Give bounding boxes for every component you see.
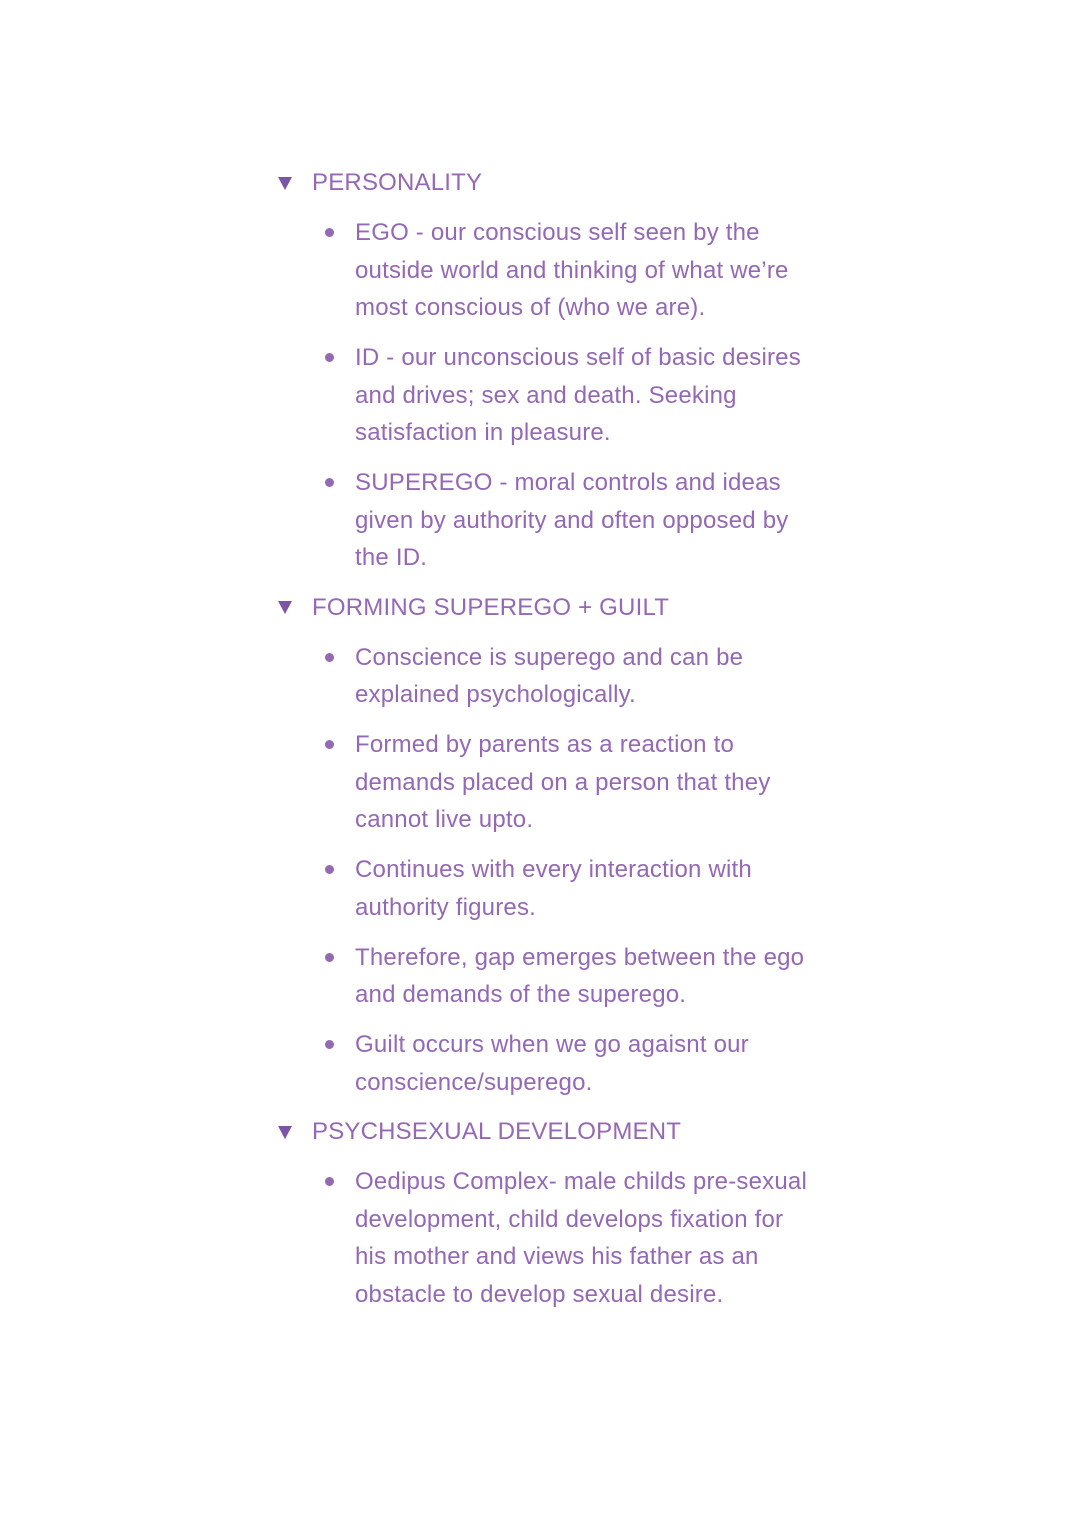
section-psychsexual-development	[276, 1113, 816, 1313]
list-item	[324, 464, 816, 577]
list-item	[324, 851, 816, 926]
bullet-dot-icon	[325, 653, 334, 662]
bullet-dot-icon	[325, 953, 334, 962]
outline	[276, 164, 816, 1313]
list-item-text: Conscience is superego and can be explained psychologically.	[355, 643, 744, 708]
section-forming-superego-guilt	[276, 589, 816, 1102]
list-item-text: EGO - our conscious self seen by the outside world and thinking of what we’re most conscious of (who we are).	[355, 219, 789, 321]
list-item	[324, 1026, 816, 1101]
section-header[interactable]	[276, 164, 816, 202]
list-item	[324, 726, 816, 839]
list-item-text: Continues with every interaction with authority figures.	[355, 856, 752, 921]
list-item-text: Guilt occurs when we go agaisnt our conscience/superego.	[355, 1031, 749, 1096]
disclosure-triangle-icon[interactable]	[278, 1126, 292, 1139]
list-item	[324, 1163, 816, 1313]
section-title: PSYCHSEXUAL DEVELOPMENT	[312, 1118, 682, 1146]
section-personality	[276, 164, 816, 577]
bullet-list	[276, 639, 816, 1102]
section-header[interactable]	[276, 1113, 816, 1151]
section-title: FORMING SUPEREGO + GUILT	[312, 593, 670, 621]
list-item-text: Oedipus Complex- male childs pre-sexual development, child develops fixation for his mother and views his father as an obstacle to develop sexual desire.	[355, 1168, 807, 1308]
disclosure-triangle-icon[interactable]	[278, 177, 292, 190]
section-header[interactable]	[276, 589, 816, 627]
bullet-dot-icon	[325, 865, 334, 874]
section-title: PERSONALITY	[312, 169, 483, 197]
bullet-dot-icon	[325, 478, 334, 487]
list-item-text: Therefore, gap emerges between the ego and demands of the superego.	[355, 943, 805, 1008]
disclosure-triangle-icon[interactable]	[278, 601, 292, 614]
list-item	[324, 939, 816, 1014]
bullet-dot-icon	[325, 353, 334, 362]
bullet-list	[276, 1163, 816, 1313]
bullet-list	[276, 214, 816, 577]
bullet-dot-icon	[325, 1040, 334, 1049]
bullet-dot-icon	[325, 1177, 334, 1186]
list-item-text: ID - our unconscious self of basic desires and drives; sex and death. Seeking satisfaction in pleasure.	[355, 344, 801, 446]
list-item	[324, 214, 816, 327]
list-item-text: SUPEREGO - moral controls and ideas given by authority and often opposed by the ID.	[355, 469, 789, 571]
list-item-text: Formed by parents as a reaction to demands placed on a person that they cannot live upto.	[355, 731, 771, 833]
bullet-dot-icon	[325, 740, 334, 749]
bullet-dot-icon	[325, 228, 334, 237]
list-item	[324, 339, 816, 452]
list-item	[324, 639, 816, 714]
